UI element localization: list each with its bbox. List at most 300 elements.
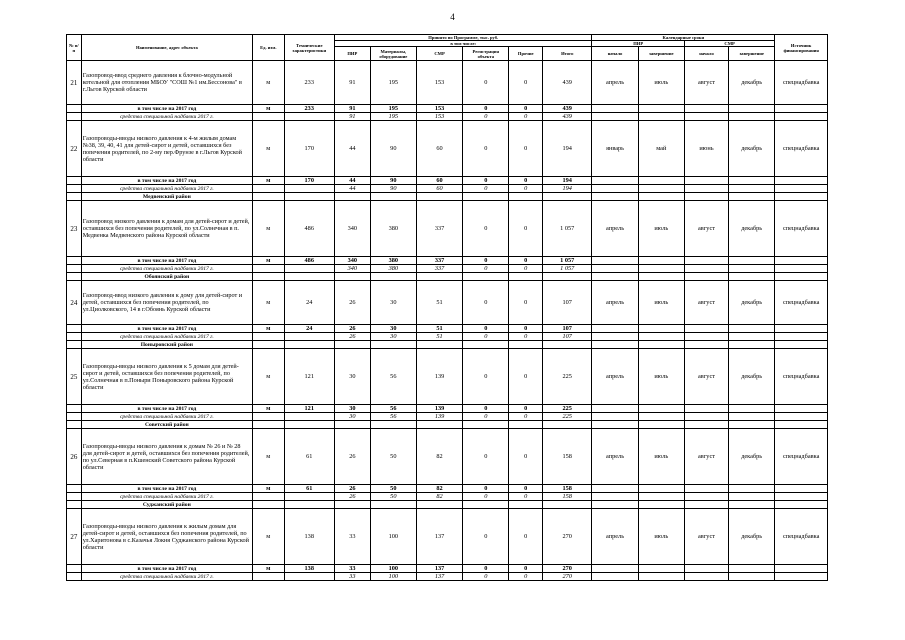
cell-tech: 170 (284, 121, 334, 177)
empty-cell (416, 421, 462, 429)
year-subtotal-row (67, 485, 828, 493)
cal-pir-header: ПИР (592, 41, 684, 47)
empty-cell (729, 501, 775, 509)
empty-cell (334, 273, 370, 281)
cell-smr-start: август (684, 429, 728, 485)
cell-total: 194 (543, 177, 592, 185)
empty-cell (592, 405, 638, 413)
cell-mat: 50 (370, 485, 416, 493)
cell-smr: 139 (416, 349, 462, 405)
cell-mat: 50 (370, 493, 416, 501)
empty-cell (253, 193, 285, 201)
empty-cell (775, 185, 828, 193)
cell-mat: 30 (370, 281, 416, 325)
object-name: Газопроводы-вводы низкого давления к жилым домам для детей-сирот и детей, оставшихся без попечения родителей, по ул.Харитонова в с.Казачья Локня Суджанского района Курской области (81, 509, 252, 565)
empty-cell (253, 421, 285, 429)
row-number: 21 (67, 61, 82, 105)
empty-cell (416, 273, 462, 281)
cell-reg: 0 (463, 565, 509, 573)
cell-tech: 233 (284, 105, 334, 113)
empty-cell (67, 273, 82, 281)
empty-cell (684, 333, 728, 341)
cell-total: 158 (543, 493, 592, 501)
empty-cell (638, 333, 684, 341)
empty-cell (638, 273, 684, 281)
empty-cell (775, 333, 828, 341)
cell-other: 0 (509, 113, 543, 121)
cell-smr-end: декабрь (729, 281, 775, 325)
page-number: 4 (450, 12, 455, 22)
cell-mat: 90 (370, 177, 416, 185)
district-row (67, 193, 828, 201)
empty-cell (509, 341, 543, 349)
empty-cell (684, 573, 728, 581)
empty-cell (592, 265, 638, 273)
cell-pir: 30 (334, 349, 370, 405)
empty-cell (729, 185, 775, 193)
cell-source: спецнадбавка (775, 61, 828, 105)
cell-tech: 24 (284, 325, 334, 333)
empty-cell (684, 325, 728, 333)
subtotal-label: в том числе на 2017 год (81, 105, 252, 113)
special-surcharge-row (67, 265, 828, 273)
year-subtotal-row (67, 177, 828, 185)
cell-reg: 0 (463, 201, 509, 257)
empty-cell (729, 325, 775, 333)
cell-total: 158 (543, 429, 592, 485)
cell-pir: 340 (334, 257, 370, 265)
cell-other: 0 (509, 493, 543, 501)
district-row (67, 501, 828, 509)
empty-cell (775, 493, 828, 501)
empty-cell (592, 501, 638, 509)
empty-cell (638, 573, 684, 581)
special-surcharge-row (67, 413, 828, 421)
cell-other: 0 (509, 61, 543, 105)
cell-mat: 56 (370, 349, 416, 405)
empty-cell (67, 341, 82, 349)
col-pir-header: ПИР (334, 47, 370, 61)
cell-other: 0 (509, 405, 543, 413)
empty-cell (592, 421, 638, 429)
empty-cell (67, 105, 82, 113)
subtotal-label: в том числе на 2017 год (81, 485, 252, 493)
cell-pir: 26 (334, 429, 370, 485)
cell-unit: м (253, 61, 285, 105)
empty-cell (729, 273, 775, 281)
cell-smr-start: август (684, 281, 728, 325)
object-row (67, 61, 828, 105)
empty-cell (638, 193, 684, 201)
cell-total: 1 057 (543, 257, 592, 265)
cell-reg: 0 (463, 177, 509, 185)
col-name-header: Наименование, адрес объекта (81, 35, 252, 61)
cell-pir: 30 (334, 405, 370, 413)
cell-pir-end: июль (638, 281, 684, 325)
cal-pir-end-header: завершение (638, 47, 684, 61)
cell-mat: 100 (370, 565, 416, 573)
empty-cell (592, 341, 638, 349)
cell-reg: 0 (463, 121, 509, 177)
object-name: Газопроводы-вводы низкого давления к домам № 26 и № 28 для детей-сирот и детей, оставшихся без попечения родителей, по ул.Северная в п.Кшенский Советского района Курской области (81, 429, 252, 485)
empty-cell (284, 273, 334, 281)
empty-cell (592, 113, 638, 121)
cell-total: 107 (543, 333, 592, 341)
cell-tech: 61 (284, 485, 334, 493)
empty-cell (370, 501, 416, 509)
empty-cell (284, 573, 334, 581)
cal-smr-end-header: завершение (729, 47, 775, 61)
cell-other: 0 (509, 485, 543, 493)
col-tech-header: Технические характеристики (284, 35, 334, 61)
cell-mat: 380 (370, 257, 416, 265)
cell-total: 1 057 (543, 265, 592, 273)
subtotal-label: в том числе на 2017 год (81, 257, 252, 265)
empty-cell (284, 413, 334, 421)
empty-cell (370, 341, 416, 349)
col-total-header: Итого (543, 47, 592, 61)
empty-cell (253, 113, 285, 121)
cell-pir: 91 (334, 61, 370, 105)
empty-cell (638, 265, 684, 273)
empty-cell (253, 501, 285, 509)
empty-cell (638, 421, 684, 429)
cell-smr: 51 (416, 325, 462, 333)
cell-pir-start: апрель (592, 429, 638, 485)
cell-other: 0 (509, 429, 543, 485)
cell-other: 0 (509, 257, 543, 265)
district-name: Поныровский район (81, 341, 252, 349)
cell-smr: 60 (416, 121, 462, 177)
empty-cell (775, 485, 828, 493)
cell-unit: м (253, 281, 285, 325)
cell-smr-start: август (684, 349, 728, 405)
special-surcharge-label: средства специальной надбавки 2017 г. (81, 493, 252, 501)
object-name: Газопровод низкого давления к домам для детей-сирот и детей, оставшихся без попечения родителей, по ул.Солнечная в п. Медвенка Медвенского района Курской области (81, 201, 252, 257)
cell-pir-start: апрель (592, 509, 638, 565)
special-surcharge-row (67, 493, 828, 501)
cell-smr-start: июнь (684, 121, 728, 177)
empty-cell (775, 405, 828, 413)
cell-pir-end: июль (638, 429, 684, 485)
empty-cell (67, 501, 82, 509)
cell-unit: м (253, 405, 285, 413)
cell-mat: 195 (370, 105, 416, 113)
cell-pir: 340 (334, 201, 370, 257)
cell-reg: 0 (463, 333, 509, 341)
cell-total: 225 (543, 413, 592, 421)
empty-cell (729, 113, 775, 121)
empty-cell (592, 325, 638, 333)
empty-cell (253, 185, 285, 193)
empty-cell (509, 193, 543, 201)
cell-mat: 380 (370, 201, 416, 257)
empty-cell (638, 405, 684, 413)
cell-pir: 44 (334, 121, 370, 177)
empty-cell (592, 493, 638, 501)
cell-unit: м (253, 257, 285, 265)
cell-total: 107 (543, 325, 592, 333)
cell-reg: 0 (463, 485, 509, 493)
cell-mat: 195 (370, 61, 416, 105)
cell-smr: 139 (416, 405, 462, 413)
cell-source: спецнадбавка (775, 281, 828, 325)
cell-pir: 33 (334, 573, 370, 581)
cell-total: 439 (543, 113, 592, 121)
cell-pir: 26 (334, 493, 370, 501)
cell-pir: 30 (334, 413, 370, 421)
year-subtotal-row (67, 105, 828, 113)
empty-cell (775, 573, 828, 581)
cell-mat: 195 (370, 113, 416, 121)
empty-cell (684, 413, 728, 421)
cell-reg: 0 (463, 185, 509, 193)
empty-cell (416, 341, 462, 349)
cell-source: спецнадбавка (775, 349, 828, 405)
empty-cell (729, 573, 775, 581)
empty-cell (592, 333, 638, 341)
empty-cell (684, 501, 728, 509)
cell-reg: 0 (463, 257, 509, 265)
cell-smr: 60 (416, 177, 462, 185)
cell-total: 270 (543, 565, 592, 573)
cell-total: 225 (543, 405, 592, 413)
cell-mat: 90 (370, 185, 416, 193)
empty-cell (284, 113, 334, 121)
empty-cell (284, 185, 334, 193)
district-row (67, 341, 828, 349)
empty-cell (775, 413, 828, 421)
cell-tech: 138 (284, 509, 334, 565)
cell-smr: 337 (416, 201, 462, 257)
special-surcharge-label: средства специальной надбавки 2017 г. (81, 265, 252, 273)
cell-smr-end: декабрь (729, 429, 775, 485)
empty-cell (67, 565, 82, 573)
empty-cell (370, 421, 416, 429)
cell-mat: 100 (370, 509, 416, 565)
empty-cell (253, 333, 285, 341)
cell-pir-start: январь (592, 121, 638, 177)
cell-smr-end: декабрь (729, 61, 775, 105)
special-surcharge-label: средства специальной надбавки 2017 г. (81, 113, 252, 121)
cell-pir-start: апрель (592, 349, 638, 405)
cell-smr-start: август (684, 201, 728, 257)
empty-cell (775, 325, 828, 333)
empty-cell (463, 341, 509, 349)
row-number: 26 (67, 429, 82, 485)
district-name: Советский район (81, 421, 252, 429)
empty-cell (684, 485, 728, 493)
empty-cell (638, 565, 684, 573)
cell-pir-start: апрель (592, 61, 638, 105)
cell-unit: м (253, 509, 285, 565)
cell-reg: 0 (463, 429, 509, 485)
cell-smr: 137 (416, 573, 462, 581)
cell-unit: м (253, 349, 285, 405)
empty-cell (416, 501, 462, 509)
cell-reg: 0 (463, 509, 509, 565)
cell-smr: 153 (416, 61, 462, 105)
empty-cell (638, 113, 684, 121)
empty-cell (67, 177, 82, 185)
empty-cell (543, 193, 592, 201)
table-header (67, 35, 828, 61)
cell-other: 0 (509, 325, 543, 333)
cell-total: 439 (543, 61, 592, 105)
object-name: Газопровод-ввод низкого давления к дому для детей-сирот и детей, оставшихся без попечения родителей, по ул.Циолковского, 14 в г.Обоянь Курской области (81, 281, 252, 325)
cell-other: 0 (509, 573, 543, 581)
cell-smr-end: декабрь (729, 121, 775, 177)
cell-other: 0 (509, 177, 543, 185)
program-group-header: Принято по Программе, тыс. руб. (334, 35, 591, 41)
empty-cell (638, 485, 684, 493)
empty-cell (729, 493, 775, 501)
object-name: Газопроводы-вводы низкого давления к 5 домам для детей-сирот и детей, оставшихся без попечения родителей, по ул.Солнечная в п.Поныри Поныровского района Курской области (81, 349, 252, 405)
cell-other: 0 (509, 413, 543, 421)
empty-cell (67, 193, 82, 201)
empty-cell (253, 273, 285, 281)
empty-cell (729, 177, 775, 185)
cell-tech: 121 (284, 349, 334, 405)
empty-cell (638, 493, 684, 501)
cell-total: 270 (543, 509, 592, 565)
cell-total: 439 (543, 105, 592, 113)
empty-cell (729, 193, 775, 201)
cell-smr: 82 (416, 429, 462, 485)
empty-cell (638, 501, 684, 509)
cell-unit: м (253, 177, 285, 185)
cell-pir: 33 (334, 509, 370, 565)
cell-pir: 26 (334, 281, 370, 325)
empty-cell (67, 421, 82, 429)
year-subtotal-row (67, 325, 828, 333)
empty-cell (592, 105, 638, 113)
empty-cell (684, 105, 728, 113)
cell-reg: 0 (463, 113, 509, 121)
empty-cell (684, 257, 728, 265)
empty-cell (729, 265, 775, 273)
special-surcharge-label: средства специальной надбавки 2017 г. (81, 333, 252, 341)
cell-smr: 82 (416, 485, 462, 493)
empty-cell (67, 405, 82, 413)
empty-cell (638, 105, 684, 113)
object-row (67, 429, 828, 485)
cal-smr-start-header: начало (684, 47, 728, 61)
cell-unit: м (253, 325, 285, 333)
empty-cell (370, 193, 416, 201)
cell-other: 0 (509, 509, 543, 565)
empty-cell (67, 333, 82, 341)
empty-cell (543, 273, 592, 281)
empty-cell (684, 565, 728, 573)
empty-cell (729, 413, 775, 421)
cell-unit: м (253, 429, 285, 485)
cell-source: спецнадбавка (775, 429, 828, 485)
special-surcharge-row (67, 333, 828, 341)
district-name: Суджанский район (81, 501, 252, 509)
cell-tech: 24 (284, 281, 334, 325)
cell-smr: 337 (416, 265, 462, 273)
empty-cell (253, 493, 285, 501)
empty-cell (67, 257, 82, 265)
cell-source: спецнадбавка (775, 201, 828, 257)
empty-cell (253, 573, 285, 581)
cell-other: 0 (509, 349, 543, 405)
year-subtotal-row (67, 257, 828, 265)
cell-unit: м (253, 201, 285, 257)
empty-cell (284, 341, 334, 349)
col-registration-header: Регистрация объекта (463, 47, 509, 61)
cell-pir: 44 (334, 185, 370, 193)
empty-cell (775, 257, 828, 265)
empty-cell (684, 265, 728, 273)
district-name: Медвенский район (81, 193, 252, 201)
special-surcharge-label: средства специальной надбавки 2017 г. (81, 185, 252, 193)
empty-cell (775, 265, 828, 273)
empty-cell (729, 341, 775, 349)
cell-pir: 33 (334, 565, 370, 573)
cell-reg: 0 (463, 105, 509, 113)
cell-mat: 56 (370, 413, 416, 421)
cell-smr-start: август (684, 509, 728, 565)
empty-cell (543, 341, 592, 349)
empty-cell (684, 405, 728, 413)
empty-cell (729, 421, 775, 429)
cell-tech: 138 (284, 565, 334, 573)
cell-reg: 0 (463, 493, 509, 501)
cell-other: 0 (509, 565, 543, 573)
empty-cell (284, 421, 334, 429)
cell-pir: 91 (334, 105, 370, 113)
cell-other: 0 (509, 201, 543, 257)
cell-smr: 137 (416, 565, 462, 573)
cell-pir-end: июль (638, 201, 684, 257)
cell-smr: 337 (416, 257, 462, 265)
col-smr-header: СМР (416, 47, 462, 61)
cell-pir: 44 (334, 177, 370, 185)
empty-cell (775, 113, 828, 121)
empty-cell (334, 501, 370, 509)
cell-other: 0 (509, 333, 543, 341)
cell-pir-start: апрель (592, 281, 638, 325)
cell-reg: 0 (463, 325, 509, 333)
empty-cell (684, 193, 728, 201)
cell-reg: 0 (463, 349, 509, 405)
cell-tech: 486 (284, 201, 334, 257)
cell-smr: 51 (416, 281, 462, 325)
subtotal-label: в том числе на 2017 год (81, 565, 252, 573)
cell-mat: 50 (370, 429, 416, 485)
empty-cell (67, 493, 82, 501)
cell-pir: 340 (334, 265, 370, 273)
empty-cell (684, 177, 728, 185)
object-row (67, 121, 828, 177)
cell-pir: 26 (334, 485, 370, 493)
empty-cell (729, 333, 775, 341)
cell-reg: 0 (463, 573, 509, 581)
empty-cell (638, 177, 684, 185)
empty-cell (284, 333, 334, 341)
empty-cell (775, 177, 828, 185)
empty-cell (509, 273, 543, 281)
empty-cell (284, 265, 334, 273)
cell-other: 0 (509, 265, 543, 273)
empty-cell (729, 565, 775, 573)
cell-pir: 26 (334, 333, 370, 341)
cell-reg: 0 (463, 281, 509, 325)
cell-tech: 233 (284, 61, 334, 105)
cell-total: 225 (543, 349, 592, 405)
